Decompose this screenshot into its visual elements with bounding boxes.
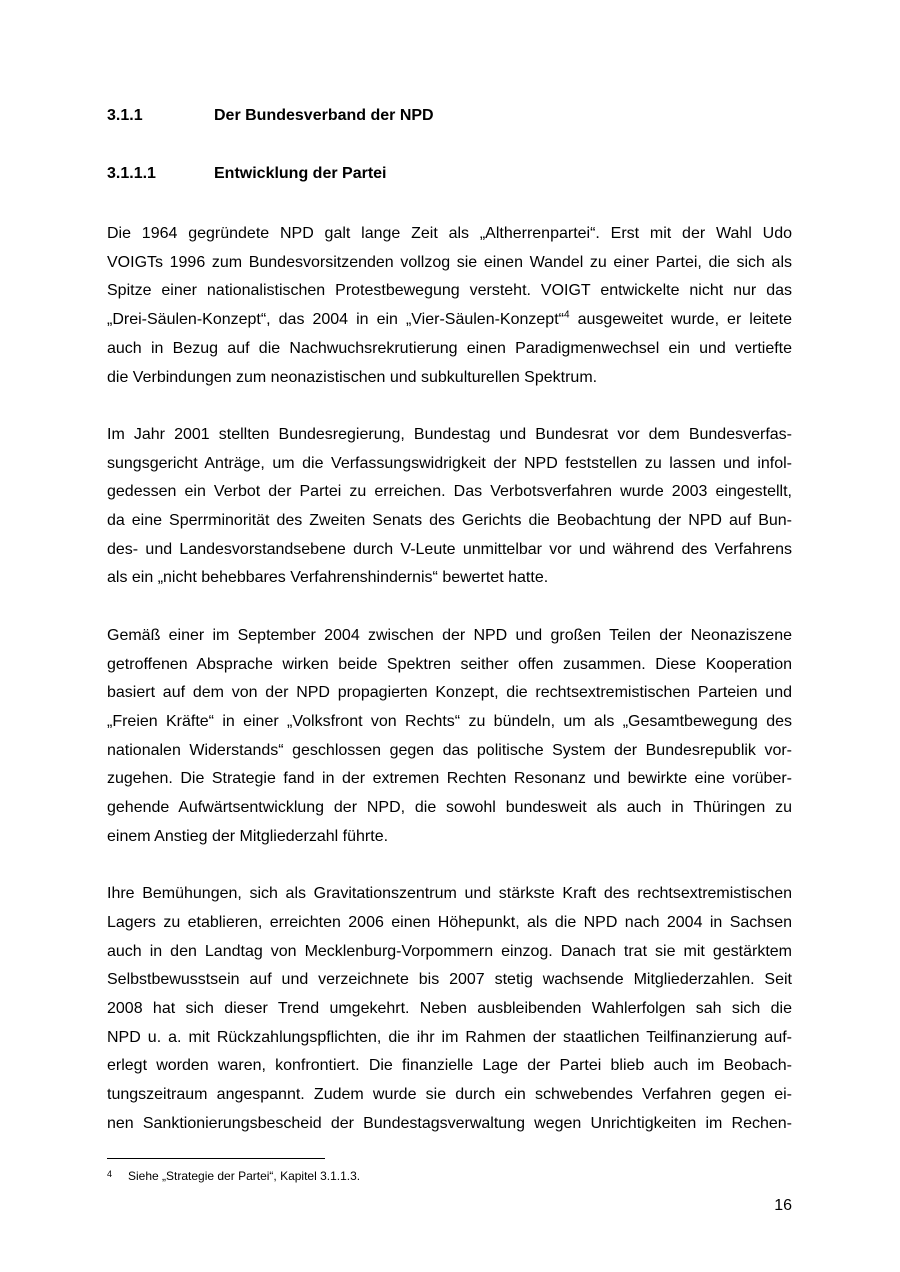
text-line: Spitze einer nationalistischen Protestbewegung versteht. VOIGT entwickelte nicht nur das — [107, 282, 792, 300]
footnote-divider — [107, 1158, 325, 1159]
paragraph-1 — [107, 220, 792, 392]
footnote-number: 4 — [107, 1169, 113, 1179]
text-line: getroffenen Absprache wirken beide Spektren seither offen zusammen. Diese Kooperation — [107, 655, 792, 673]
text-line: des- und Landesvorstandsebene durch V-Leute unmittelbar vor und während des Verfahrens — [107, 540, 792, 558]
text-line: einem Anstieg der Mitgliederzahl führte. — [107, 827, 389, 845]
text-line: Im Jahr 2001 stellten Bundesregierung, Bundestag und Bundesrat vor dem Bundesverfas- — [107, 425, 792, 443]
text-line: VOIGTs 1996 zum Bundesvorsitzenden vollzog sie einen Wandel zu einer Partei, die sich als — [107, 253, 792, 271]
paragraph-2 — [107, 421, 792, 593]
paragraph-3 — [107, 622, 792, 852]
text-line: als ein „nicht behebbares Verfahrenshindernis“ bewertet hatte. — [107, 569, 549, 587]
subsection-title: Entwicklung der Partei — [214, 165, 387, 182]
text-line: nen Sanktionierungsbescheid der Bundestagsverwaltung wegen Unrichtigkeiten im Rechen- — [107, 1114, 792, 1132]
text-line: da eine Sperrminorität des Zweiten Senats des Gerichts die Beobachtung der NPD auf Bun- — [107, 512, 792, 530]
text-segment: ausgeweitet wurde, er leitete — [569, 311, 792, 329]
text-segment: „Drei-Säulen-Konzept“, das 2004 in ein „Vier-Säulen-Konzept“ — [107, 311, 564, 329]
footnote-reference: 4 — [563, 309, 570, 321]
section-title: Der Bundesverband der NPD — [214, 107, 434, 124]
text-line: Lagers zu etablieren, erreichten 2006 einen Höhepunkt, als die NPD nach 2004 in Sachsen — [107, 913, 792, 931]
section-heading-3-1-1 — [107, 106, 434, 126]
text-line: gedessen ein Verbot der Partei zu erreichen. Das Verbotsverfahren wurde 2003 eingestellt, — [107, 483, 792, 501]
text-line-with-footnote — [107, 306, 792, 335]
text-line: Gemäß einer im September 2004 zwischen der NPD und großen Teilen der Neonaziszene — [107, 626, 792, 644]
section-number: 3.1.1 — [107, 107, 143, 124]
text-line: Selbstbewusstsein auf und verzeichnete bis 2007 stetig wachsende Mitgliederzahlen. Seit — [107, 971, 792, 989]
text-line: Die 1964 gegründete NPD galt lange Zeit als „Altherrenpartei“. Erst mit der Wahl Udo — [107, 225, 792, 242]
subsection-number: 3.1.1.1 — [107, 165, 156, 182]
text-line: tungszeitraum angespannt. Zudem wurde sie durch ein schwebendes Verfahren gegen ei- — [107, 1086, 792, 1104]
text-line: gehende Aufwärtsentwicklung der NPD, die sowohl bundesweit als auch in Thüringen zu — [107, 799, 792, 817]
text-line: „Freien Kräfte“ in einer „Volksfront von Rechts“ zu bündeln, um als „Gesamtbewegung des — [107, 712, 792, 730]
text-line: basiert auf dem von der NPD propagierten Konzept, die rechtsextremistischen Parteien und — [107, 684, 792, 702]
text-line: erlegt worden waren, konfrontiert. Die finanzielle Lage der Partei blieb auch im Beobach- — [107, 1057, 792, 1075]
text-line: auch in Bezug auf die Nachwuchsrekrutierung einen Paradigmenwechsel ein und vertiefte — [107, 339, 792, 357]
text-line: sungsgericht Anträge, um die Verfassungswidrigkeit der NPD feststellen zu lassen und infol- — [107, 454, 792, 472]
text-line: die Verbindungen zum neonazistischen und subkulturellen Spektrum. — [107, 368, 598, 386]
text-line: 2008 hat sich dieser Trend umgekehrt. Neben ausbleibenden Wahlerfolgen sah sich die — [107, 999, 792, 1017]
text-line: NPD u. a. mit Rückzahlungspflichten, die ihr im Rahmen der staatlichen Teilfinanzierung auf- — [107, 1028, 792, 1046]
subsection-heading-3-1-1-1 — [107, 164, 386, 184]
footnote — [107, 1168, 360, 1184]
text-line: zugehen. Die Strategie fand in der extremen Rechten Resonanz und bewirkte eine vorüber- — [107, 770, 792, 788]
page-number: 16 — [774, 1197, 792, 1214]
text-line: nationalen Widerstands“ geschlossen gegen das politische System der Bundesrepublik vor- — [107, 741, 792, 759]
footnote-text: Siehe „Strategie der Partei“, Kapitel 3.1.1.3. — [128, 1169, 361, 1183]
text-line: auch in den Landtag von Mecklenburg-Vorpommern einzog. Danach trat sie mit gestärktem — [107, 942, 792, 960]
body-text — [107, 220, 792, 1167]
text-line: Ihre Bemühungen, sich als Gravitationszentrum und stärkste Kraft des rechtsextremistischen — [107, 885, 792, 903]
paragraph-4 — [107, 880, 792, 1138]
